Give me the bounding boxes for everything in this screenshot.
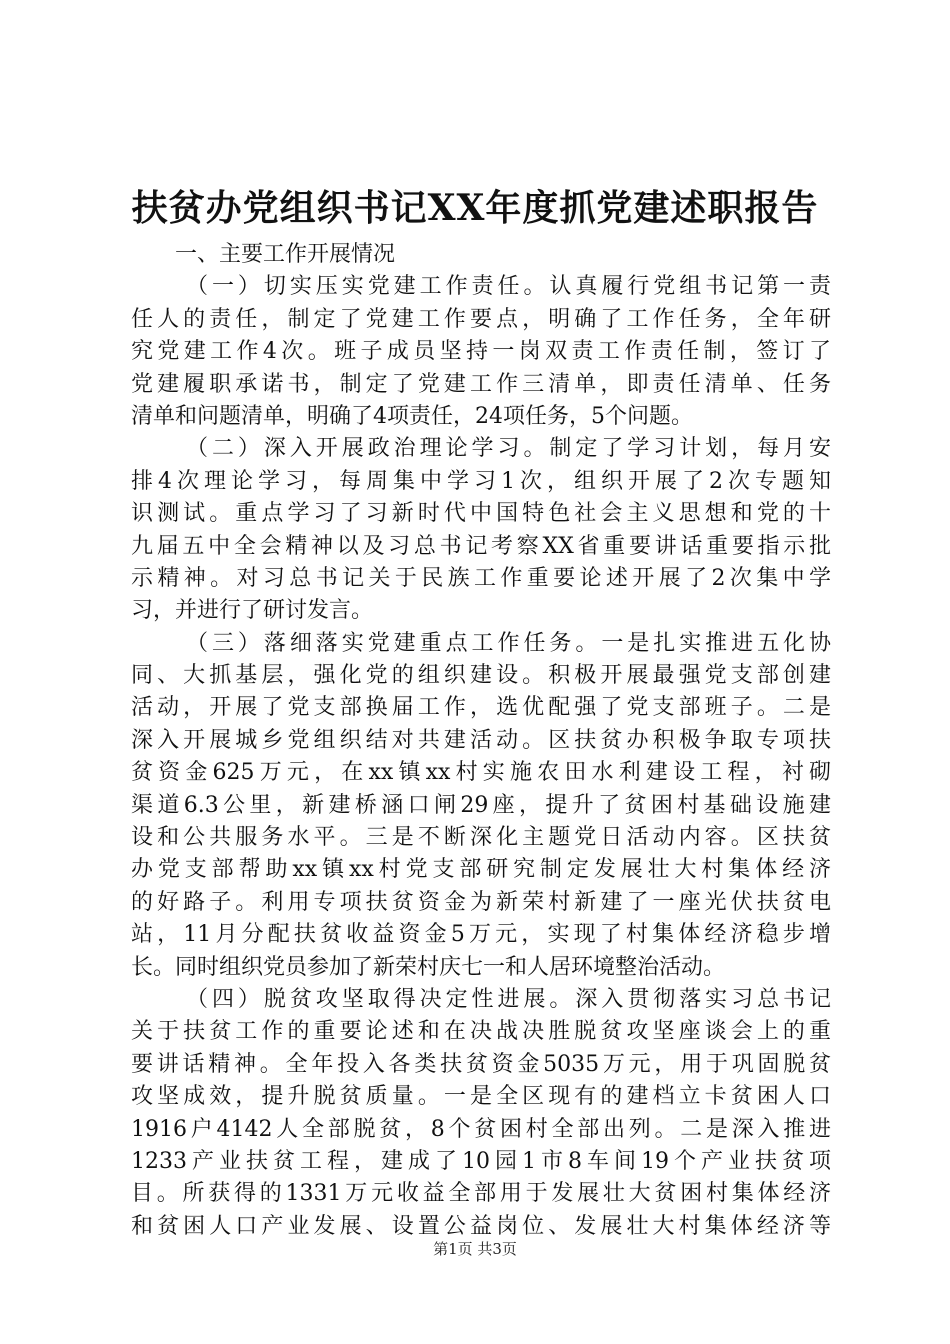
body-line: 攻坚成效，提升脱贫质量。一是全区现有的建档立卡贫困人口	[131, 1084, 831, 1110]
body-line: 关于扶贫工作的重要论述和在决战决胜脱贫攻坚座谈会上的重	[131, 1019, 831, 1045]
body-line: 同、大抓基层，强化党的组织建设。积极开展最强党支部创建	[131, 663, 831, 689]
document-body	[131, 239, 831, 1243]
body-line: 党建履职承诺书，制定了党建工作三清单，即责任清单、任务	[131, 371, 831, 397]
body-line: （二）深入开展政治理论学习。制定了学习计划，每月安	[186, 436, 831, 462]
body-line: 示精神。对习总书记关于民族工作重要论述开展了2次集中学	[131, 565, 831, 591]
body-line: 贫资金625万元，在xx镇xx村实施农田水利建设工程，衬砌	[131, 760, 831, 786]
body-line: （四）脱贫攻坚取得决定性进展。深入贯彻落实习总书记	[186, 986, 831, 1012]
body-line: 排4次理论学习，每周集中学习1次，组织开展了2次专题知	[131, 468, 831, 494]
body-line: 要讲话精神。全年投入各类扶贫资金5035万元，用于巩固脱贫	[131, 1051, 831, 1077]
body-line: 活动，开展了党支部换届工作，选优配强了党支部班子。二是	[131, 695, 831, 721]
body-line: 1233产业扶贫工程，建成了10园1市8车间19个产业扶贫项	[131, 1148, 831, 1174]
body-line: 和贫困人口产业发展、设置公益岗位、发展壮大村集体经济等	[131, 1213, 831, 1239]
body-line: （一）切实压实党建工作责任。认真履行党组书记第一责	[186, 274, 831, 300]
body-line: 九届五中全会精神以及习总书记考察XX省重要讲话重要指示批	[131, 533, 831, 559]
body-line: 清单和问题清单，明确了4项责任，24项任务，5个问题。	[131, 403, 693, 429]
body-line: 深入开展城乡党组织结对共建活动。区扶贫办积极争取专项扶	[131, 727, 831, 753]
body-line: 站，11月分配扶贫收益资金5万元，实现了村集体经济稳步增	[131, 922, 831, 948]
body-line: 设和公共服务水平。三是不断深化主题党日活动内容。区扶贫	[131, 825, 831, 851]
body-line: 的好路子。利用专项扶贫资金为新荣村新建了一座光伏扶贫电	[131, 889, 831, 915]
body-line: 识测试。重点学习了习新时代中国特色社会主义思想和党的十	[131, 501, 831, 527]
document-title: 扶贫办党组织书记XX年度抓党建述职报告	[131, 187, 819, 229]
body-line: 办党支部帮助xx镇xx村党支部研究制定发展壮大村集体经济	[131, 857, 831, 883]
body-line: 习，并进行了研讨发言。	[131, 598, 374, 624]
body-line: 渠道6.3公里，新建桥涵口闸29座，提升了贫困村基础设施建	[131, 792, 831, 818]
body-line: 1916户4142人全部脱贫，8个贫困村全部出列。二是深入推进	[131, 1116, 831, 1142]
body-line: 究党建工作4次。班子成员坚持一岗双责工作责任制，签订了	[131, 339, 831, 365]
body-line: （三）落细落实党建重点工作任务。一是扎实推进五化协	[186, 630, 831, 656]
page-footer: 第1页 共3页	[433, 1240, 517, 1258]
section-heading: 一、主要工作开展情况	[175, 242, 396, 267]
body-line: 任人的责任，制定了党建工作要点，明确了工作任务，全年研	[131, 306, 831, 332]
body-line: 长。同时组织党员参加了新荣村庆七一和人居环境整治活动。	[131, 954, 726, 980]
body-line: 目。所获得的1331万元收益全部用于发展壮大贫困村集体经济	[131, 1181, 831, 1207]
